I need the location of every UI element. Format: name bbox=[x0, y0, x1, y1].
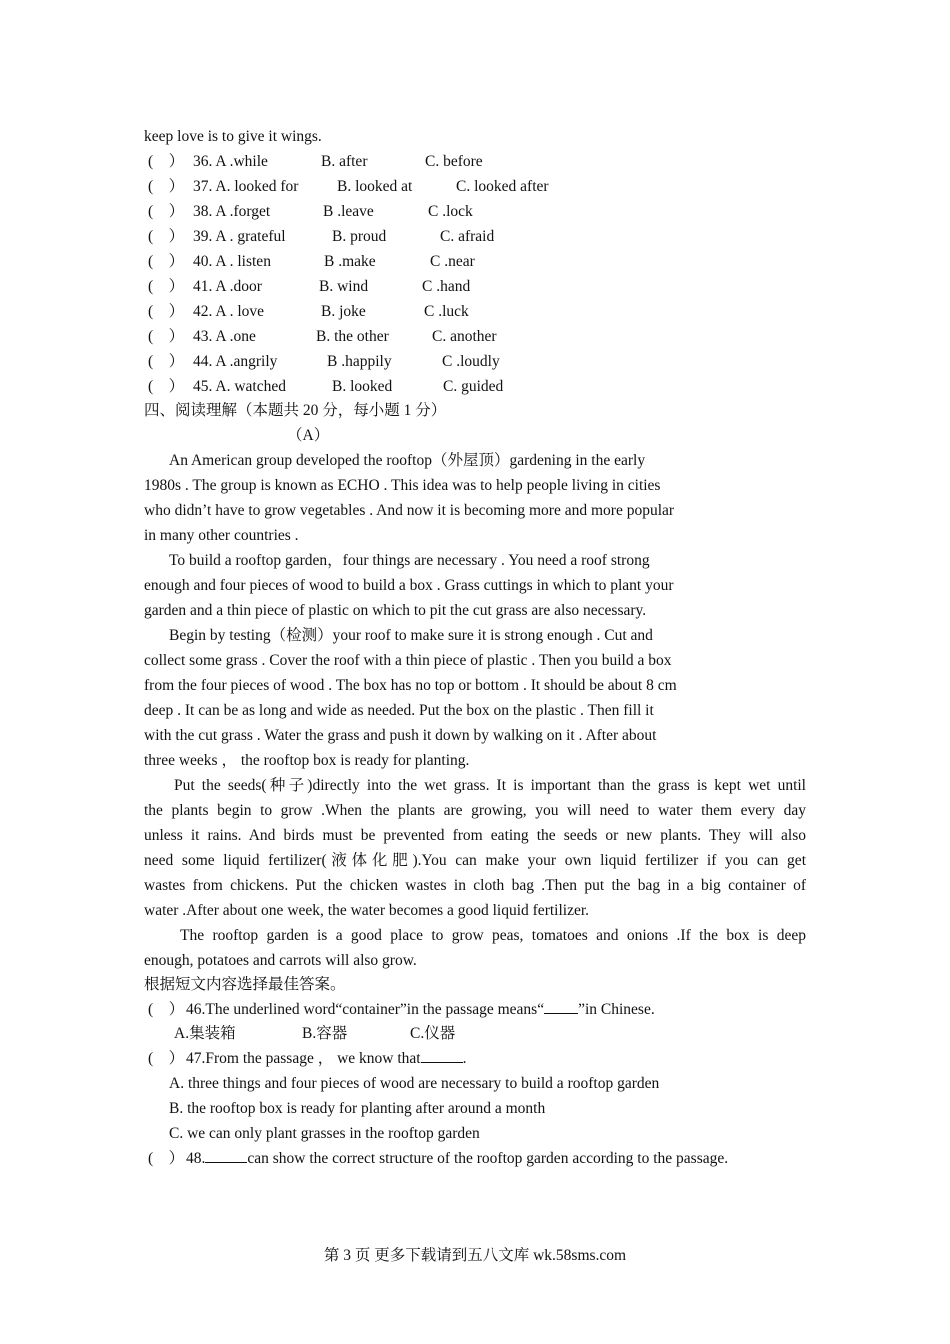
text-line: water .After about one week, the water becomes a good liquid fertilizer. bbox=[144, 902, 590, 919]
answer-bracket: ( ） bbox=[148, 203, 185, 220]
answer-bracket: ( ） bbox=[148, 303, 185, 320]
answer-bracket: ( ） bbox=[148, 1001, 185, 1018]
text-line: The rooftop garden is a good place to grow peas, tomatoes and onions .If the box is deep bbox=[180, 927, 806, 944]
stem-start: 48. bbox=[186, 1150, 206, 1167]
section-4-title: 四、阅读理解（本题共 20 分，每小题 1 分） bbox=[144, 402, 447, 419]
option-c: C. we can only plant grasses in the rooftop garden bbox=[169, 1125, 480, 1142]
instruction: 根据短文内容选择最佳答案。 bbox=[144, 976, 346, 993]
question-text bbox=[186, 997, 655, 1022]
option-b: B. looked bbox=[332, 378, 393, 395]
answer-bracket: ( ） bbox=[148, 278, 185, 295]
option-b: B.容器 bbox=[302, 1025, 348, 1042]
text-line: enough, potatoes and carrots will also grow. bbox=[144, 952, 417, 969]
stem-end: ”in Chinese. bbox=[578, 1001, 655, 1018]
text-line: Put the seeds(种子)directly into the wet grass. It is important than the grass is kept wet until bbox=[174, 777, 806, 794]
text-line: garden and a thin piece of plastic on which to pit the cut grass are also necessary. bbox=[144, 602, 647, 619]
text-line: An American group developed the rooftop（外屋顶）gardening in the early bbox=[169, 452, 646, 469]
option-b: B .leave bbox=[323, 203, 374, 220]
option-a: 44. A .angrily bbox=[193, 353, 278, 370]
option-a: 45. A. watched bbox=[193, 378, 286, 395]
option-c: C .near bbox=[430, 253, 475, 270]
answer-bracket: ( ） bbox=[148, 353, 185, 370]
text-line: who didn’t have to grow vegetables . And now it is becoming more and more popular bbox=[144, 502, 675, 519]
option-b: B. after bbox=[321, 153, 368, 170]
answer-bracket: ( ） bbox=[148, 228, 185, 245]
answer-blank bbox=[421, 1062, 463, 1063]
option-a: A. three things and four pieces of wood are necessary to build a rooftop garden bbox=[169, 1075, 660, 1092]
text-line: in many other countries . bbox=[144, 527, 299, 544]
option-c: C .loudly bbox=[442, 353, 500, 370]
text-line: 1980s . The group is known as ECHO . This idea was to help people living in cities bbox=[144, 477, 661, 494]
option-c: C. guided bbox=[443, 378, 504, 395]
option-a: 38. A .forget bbox=[193, 203, 271, 220]
option-c: C .hand bbox=[422, 278, 471, 295]
option-b: B. the other bbox=[316, 328, 389, 345]
text-line: collect some grass . Cover the roof with a thin piece of plastic . Then you build a box bbox=[144, 652, 672, 669]
question-text bbox=[186, 1146, 728, 1171]
text-line: the plants begin to grow .When the plants are growing, you will need to water them every day bbox=[144, 802, 806, 819]
text-line: unless it rains. And birds must be prevented from eating the seeds or new plants. They will also bbox=[144, 827, 806, 844]
option-a: 41. A .door bbox=[193, 278, 262, 295]
text-line: from the four pieces of wood . The box has no top or bottom . It should be about 8 cm bbox=[144, 677, 677, 694]
stem-start: 46.The underlined word“container”in the passage means“ bbox=[186, 1001, 545, 1018]
text-line: deep . It can be as long and wide as needed. Put the box on the plastic . Then fill it bbox=[144, 702, 654, 719]
stem-start: 47.From the passage ， we know that bbox=[186, 1050, 421, 1067]
option-a: 42. A . love bbox=[193, 303, 265, 320]
page-footer: 第 3 页 更多下载请到五八文库 wk.58sms.com bbox=[323, 1247, 627, 1264]
option-c: C.仪器 bbox=[410, 1025, 456, 1042]
option-b: B. the rooftop box is ready for planting after around a month bbox=[169, 1100, 546, 1117]
answer-bracket: ( ） bbox=[148, 1050, 185, 1067]
option-b: B .happily bbox=[327, 353, 392, 370]
text-line: Begin by testing（检测）your roof to make sure it is strong enough . Cut and bbox=[169, 627, 653, 644]
answer-bracket: ( ） bbox=[148, 153, 185, 170]
stem-end: . bbox=[462, 1050, 467, 1067]
answer-bracket: ( ） bbox=[148, 253, 185, 270]
option-b: B .make bbox=[324, 253, 376, 270]
option-b: B. looked at bbox=[337, 178, 413, 195]
answer-blank bbox=[205, 1162, 247, 1163]
option-c: C. before bbox=[425, 153, 483, 170]
answer-bracket: ( ） bbox=[148, 178, 185, 195]
option-c: C. looked after bbox=[456, 178, 549, 195]
answer-bracket: ( ） bbox=[148, 1150, 185, 1167]
option-b: B. wind bbox=[319, 278, 369, 295]
option-c: C. afraid bbox=[440, 228, 495, 245]
option-b: B. joke bbox=[321, 303, 366, 320]
answer-bracket: ( ） bbox=[148, 328, 185, 345]
text-line: wastes from chickens. Put the chicken wastes in cloth bag .Then put the bag in a big container of bbox=[144, 877, 806, 894]
passage-label: （A） bbox=[287, 427, 330, 444]
option-a: A.集装箱 bbox=[174, 1025, 236, 1042]
option-c: C .luck bbox=[424, 303, 469, 320]
stem-end: can show the correct structure of the rooftop garden according to the passage. bbox=[247, 1150, 729, 1167]
text-line: enough and four pieces of wood to build a box . Grass cuttings in which to plant your bbox=[144, 577, 674, 594]
option-a: 43. A .one bbox=[193, 328, 256, 345]
option-a: 39. A . grateful bbox=[193, 228, 286, 245]
text-line: with the cut grass . Water the grass and push it down by walking on it . After about bbox=[144, 727, 657, 744]
option-a: 40. A . listen bbox=[193, 253, 271, 270]
option-b: B. proud bbox=[332, 228, 387, 245]
answer-blank bbox=[544, 1013, 578, 1014]
option-a: 37. A. looked for bbox=[193, 178, 299, 195]
question-text bbox=[186, 1046, 467, 1071]
option-c: C .lock bbox=[428, 203, 473, 220]
answer-bracket: ( ） bbox=[148, 378, 185, 395]
text-line: To build a rooftop garden，four things are necessary . You need a roof strong bbox=[169, 552, 650, 569]
intro-tail: keep love is to give it wings. bbox=[144, 128, 322, 145]
option-c: C. another bbox=[432, 328, 497, 345]
text-line: three weeks ， the rooftop box is ready for planting. bbox=[144, 752, 470, 769]
option-a: 36. A .while bbox=[193, 153, 268, 170]
text-line: need some liquid fertilizer(液体化肥).You can make your own liquid fertilizer if you can get bbox=[144, 852, 806, 869]
